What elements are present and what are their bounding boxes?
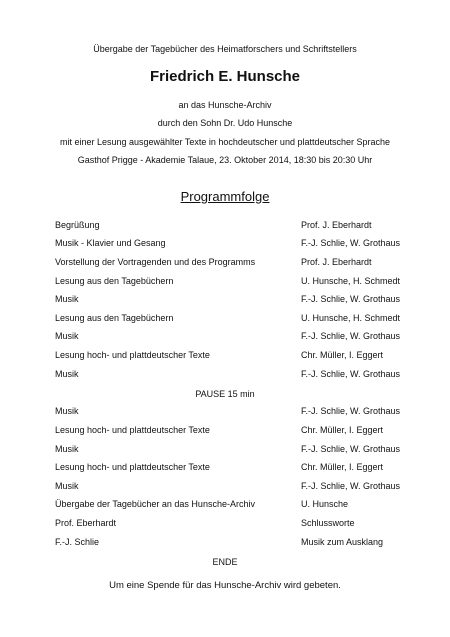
program-item: Musik bbox=[55, 444, 79, 454]
subtitle-archive: an das Hunsche-Archiv bbox=[178, 100, 272, 110]
program-row bbox=[0, 294, 450, 308]
pause-label: PAUSE 15 min bbox=[195, 389, 255, 399]
program-item: Musik bbox=[55, 406, 79, 416]
program-row bbox=[0, 444, 450, 458]
program-performer: F.-J. Schlie, W. Grothaus bbox=[301, 238, 401, 248]
program-row bbox=[0, 518, 450, 532]
program-row bbox=[0, 425, 450, 439]
program-performer: U. Hunsche, H. Schmedt bbox=[301, 313, 401, 323]
program-row bbox=[0, 499, 450, 513]
program-performer: Chr. Müller, I. Eggert bbox=[301, 350, 384, 360]
program-row bbox=[0, 462, 450, 476]
program-row bbox=[0, 481, 450, 495]
program-performer: F.-J. Schlie, W. Grothaus bbox=[301, 369, 401, 379]
program-row bbox=[0, 537, 450, 551]
program-item: Musik bbox=[55, 331, 79, 341]
program-row bbox=[0, 276, 450, 290]
program-performer: Chr. Müller, I. Eggert bbox=[301, 462, 384, 472]
program-item: Lesung hoch- und plattdeutscher Texte bbox=[55, 462, 210, 472]
program-item: Lesung aus den Tagebüchern bbox=[55, 276, 174, 286]
program-performer: F.-J. Schlie, W. Grothaus bbox=[301, 294, 401, 304]
program-item: Musik - Klavier und Gesang bbox=[55, 238, 166, 248]
intro-line: Übergabe der Tagebücher des Heimatforschers und Schriftstellers bbox=[93, 44, 357, 54]
program-item: Musik bbox=[55, 369, 79, 379]
program-item: Musik bbox=[55, 294, 79, 304]
program-item: Lesung hoch- und plattdeutscher Texte bbox=[55, 425, 210, 435]
program-heading: Programmfolge bbox=[180, 189, 270, 204]
program-item: Übergabe der Tagebücher an das Hunsche-Archiv bbox=[55, 499, 255, 509]
event-details: Gasthof Prigge - Akademie Talaue, 23. Oktober 2014, 18:30 bis 20:30 Uhr bbox=[77, 155, 373, 165]
program-item: Musik bbox=[55, 481, 79, 491]
program-row bbox=[0, 220, 450, 234]
program-performer: U. Hunsche bbox=[301, 499, 349, 509]
program-item: Lesung aus den Tagebüchern bbox=[55, 313, 174, 323]
program-row bbox=[0, 406, 450, 420]
program-item: F.-J. Schlie bbox=[55, 537, 100, 547]
subtitle-reading: mit einer Lesung ausgewählter Texte in hochdeutscher und plattdeutscher Sprache bbox=[59, 137, 391, 147]
program-performer: F.-J. Schlie, W. Grothaus bbox=[301, 406, 401, 416]
program-item: Vorstellung der Vortragenden und des Programms bbox=[55, 257, 256, 267]
program-performer: Musik zum Ausklang bbox=[301, 537, 384, 547]
program-performer: F.-J. Schlie, W. Grothaus bbox=[301, 331, 401, 341]
program-performer: Schlussworte bbox=[301, 518, 355, 528]
donation-note: Um eine Spende für das Hunsche-Archiv wird gebeten. bbox=[109, 580, 341, 591]
program-performer: Prof. J. Eberhardt bbox=[301, 257, 372, 267]
program-row bbox=[0, 238, 450, 252]
page-title: Friedrich E. Hunsche bbox=[149, 68, 301, 85]
program-item: Lesung hoch- und plattdeutscher Texte bbox=[55, 350, 210, 360]
program-performer: U. Hunsche, H. Schmedt bbox=[301, 276, 401, 286]
program-item: Begrüßung bbox=[55, 220, 100, 230]
program-row bbox=[0, 257, 450, 271]
program-row bbox=[0, 350, 450, 364]
program-performer: Prof. J. Eberhardt bbox=[301, 220, 372, 230]
program-row bbox=[0, 331, 450, 345]
program-performer: Chr. Müller, I. Eggert bbox=[301, 425, 384, 435]
program-performer: F.-J. Schlie, W. Grothaus bbox=[301, 444, 401, 454]
program-performer: F.-J. Schlie, W. Grothaus bbox=[301, 481, 401, 491]
subtitle-presenter: durch den Sohn Dr. Udo Hunsche bbox=[157, 118, 293, 128]
end-label: ENDE bbox=[212, 557, 238, 567]
program-row bbox=[0, 369, 450, 383]
program-item: Prof. Eberhardt bbox=[55, 518, 117, 528]
program-row bbox=[0, 313, 450, 327]
